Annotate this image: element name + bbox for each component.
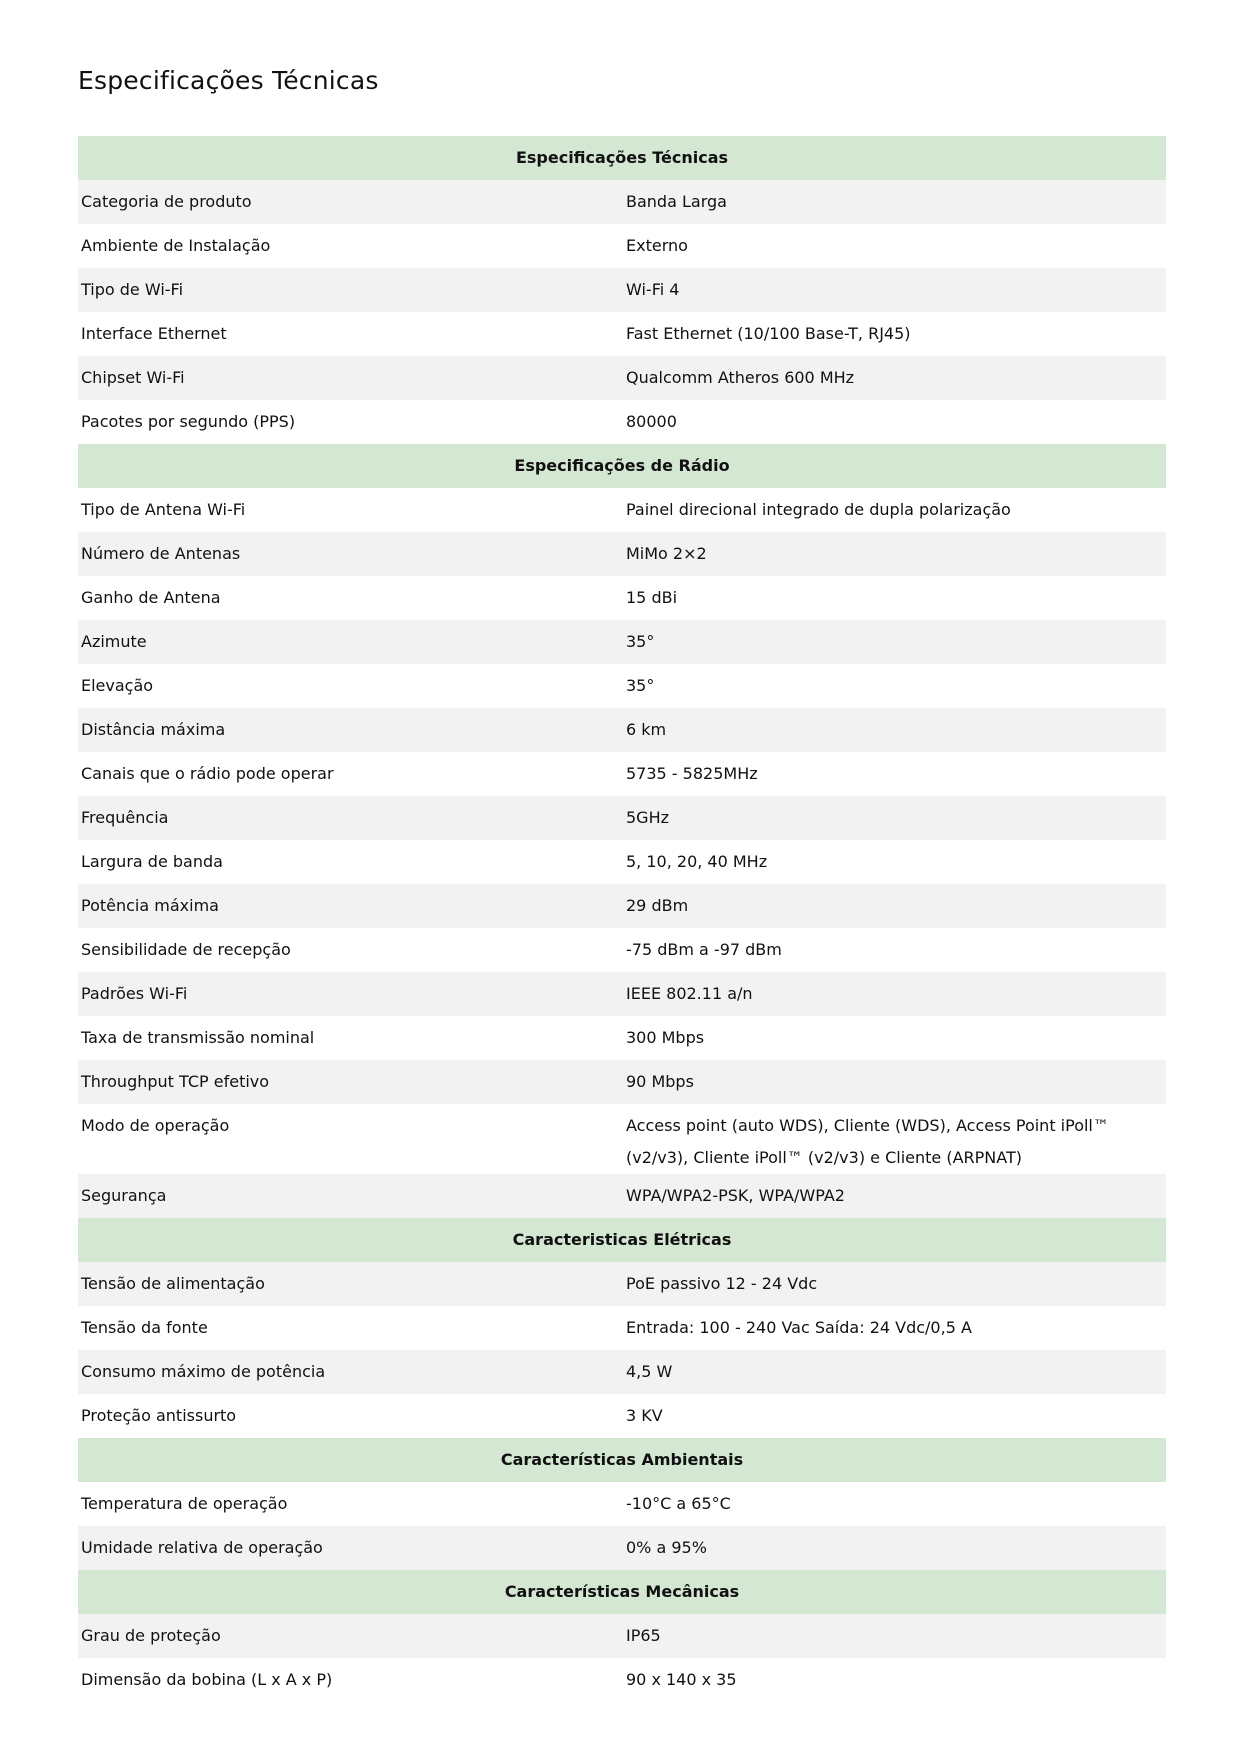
table-row	[78, 356, 1166, 400]
table-row	[78, 268, 1166, 312]
spec-value: 3 KV	[626, 1406, 663, 1425]
spec-value: 80000	[626, 412, 677, 431]
table-row	[78, 180, 1166, 224]
spec-label: Dimensão da bobina (L x A x P)	[81, 1670, 333, 1689]
table-row	[78, 1482, 1166, 1526]
spec-value: 90 x 140 x 35	[626, 1670, 737, 1689]
spec-value: Banda Larga	[623, 180, 1166, 224]
section-title: Especificações Técnicas	[78, 136, 1166, 180]
spec-label: Canais que o rádio pode operar	[81, 764, 334, 783]
spec-value: Qualcomm Atheros 600 MHz	[623, 356, 1166, 400]
spec-value: 6 km	[623, 708, 1166, 752]
table-row	[78, 884, 1166, 928]
spec-value: -75 dBm a -97 dBm	[626, 940, 782, 959]
spec-value: Externo	[626, 236, 688, 255]
spec-label: Segurança	[78, 1174, 623, 1218]
spec-label: Sensibilidade de recepção	[81, 940, 291, 959]
table-row	[78, 1016, 1166, 1060]
spec-label: Tensão de alimentação	[78, 1262, 623, 1306]
section-header	[78, 1438, 1166, 1482]
spec-label: Modo de operação	[81, 1116, 230, 1135]
spec-label: Taxa de transmissão nominal	[81, 1028, 315, 1047]
table-row	[78, 1174, 1166, 1218]
table-row	[78, 1104, 1166, 1174]
table-row	[78, 1262, 1166, 1306]
spec-label: Elevação	[81, 676, 154, 695]
section-header	[78, 1218, 1166, 1262]
spec-value: MiMo 2×2	[623, 532, 1166, 576]
spec-value: Fast Ethernet (10/100 Base-T, RJ45)	[626, 324, 911, 343]
table-row	[78, 532, 1166, 576]
spec-label: Categoria de produto	[78, 180, 623, 224]
spec-value: 5GHz	[623, 796, 1166, 840]
spec-value: Entrada: 100 - 240 Vac Saída: 24 Vdc/0,5 A	[626, 1318, 972, 1337]
spec-value: WPA/WPA2-PSK, WPA/WPA2	[623, 1174, 1166, 1218]
spec-label: Frequência	[78, 796, 623, 840]
spec-value: -10°C a 65°C	[626, 1494, 731, 1513]
table-row	[78, 1658, 1166, 1702]
spec-value: 5, 10, 20, 40 MHz	[626, 852, 768, 871]
spec-label: Distância máxima	[78, 708, 623, 752]
spec-label: Tensão da fonte	[81, 1318, 208, 1337]
table-row	[78, 1060, 1166, 1104]
spec-value: 4,5 W	[623, 1350, 1166, 1394]
spec-label: Ambiente de Instalação	[81, 236, 271, 255]
spec-value: 300 Mbps	[626, 1028, 705, 1047]
spec-value: IP65	[623, 1614, 1166, 1658]
table-row	[78, 576, 1166, 620]
specifications-table	[78, 136, 1166, 1702]
spec-value: 0% a 95%	[623, 1526, 1166, 1570]
spec-label: Throughput TCP efetivo	[78, 1060, 623, 1104]
section-title: Características Mecânicas	[78, 1570, 1166, 1614]
section-header	[78, 444, 1166, 488]
section-header	[78, 136, 1166, 180]
spec-value: PoE passivo 12 - 24 Vdc	[623, 1262, 1166, 1306]
spec-label: Chipset Wi-Fi	[78, 356, 623, 400]
table-row	[78, 620, 1166, 664]
table-row	[78, 488, 1166, 532]
table-row	[78, 840, 1166, 884]
section-title: Características Ambientais	[78, 1438, 1166, 1482]
spec-value: Access point (auto WDS), Cliente (WDS), Access Point iPoll™ (v2/v3), Cliente iPoll™ (v2/v3) e Cliente (ARPNAT)	[626, 1116, 1109, 1167]
spec-value: Painel direcional integrado de dupla polarização	[626, 500, 1011, 519]
table-row	[78, 752, 1166, 796]
table-row	[78, 972, 1166, 1016]
table-row	[78, 1614, 1166, 1658]
section-header	[78, 1570, 1166, 1614]
spec-label: Consumo máximo de potência	[78, 1350, 623, 1394]
table-row	[78, 1306, 1166, 1350]
spec-value: Wi-Fi 4	[623, 268, 1166, 312]
spec-label: Umidade relativa de operação	[78, 1526, 623, 1570]
spec-value: 35°	[623, 620, 1166, 664]
spec-label: Pacotes por segundo (PPS)	[81, 412, 296, 431]
spec-value: IEEE 802.11 a/n	[623, 972, 1166, 1016]
table-row	[78, 224, 1166, 268]
spec-label: Temperatura de operação	[81, 1494, 288, 1513]
spec-value: 5735 - 5825MHz	[626, 764, 758, 783]
spec-label: Largura de banda	[81, 852, 223, 871]
spec-value: 35°	[626, 676, 655, 695]
spec-value: 29 dBm	[623, 884, 1166, 928]
spec-value: 90 Mbps	[623, 1060, 1166, 1104]
spec-label: Grau de proteção	[78, 1614, 623, 1658]
spec-label: Proteção antissurto	[81, 1406, 237, 1425]
spec-label: Potência máxima	[78, 884, 623, 928]
spec-label: Azimute	[78, 620, 623, 664]
spec-label: Ganho de Antena	[81, 588, 221, 607]
spec-label: Tipo de Antena Wi-Fi	[81, 500, 246, 519]
section-title: Caracteristicas Elétricas	[78, 1218, 1166, 1262]
table-row	[78, 400, 1166, 444]
table-row	[78, 312, 1166, 356]
table-row	[78, 664, 1166, 708]
spec-label: Padrões Wi-Fi	[78, 972, 623, 1016]
spec-label: Número de Antenas	[78, 532, 623, 576]
table-row	[78, 1526, 1166, 1570]
table-row	[78, 708, 1166, 752]
spec-label: Tipo de Wi-Fi	[78, 268, 623, 312]
spec-label: Interface Ethernet	[81, 324, 227, 343]
table-row	[78, 1394, 1166, 1438]
section-title: Especificações de Rádio	[78, 444, 1166, 488]
table-row	[78, 796, 1166, 840]
spec-value: 15 dBi	[626, 588, 678, 607]
table-row	[78, 1350, 1166, 1394]
page-title: Especificações Técnicas	[78, 66, 379, 95]
table-row	[78, 928, 1166, 972]
